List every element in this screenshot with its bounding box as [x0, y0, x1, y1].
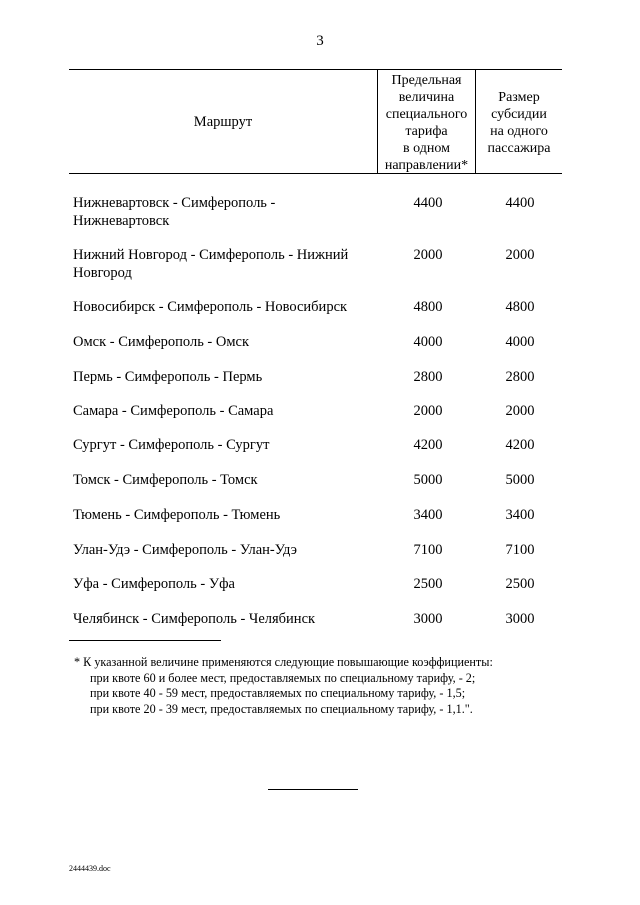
tariff-cell: 5000	[413, 472, 443, 488]
tariff-cell: 3400	[413, 507, 443, 523]
route-cell: Тюмень - Симферополь - Тюмень	[73, 507, 281, 523]
page-number: 3	[316, 33, 324, 49]
subsidy-cell: 3000	[505, 611, 535, 627]
route-cell: Новосибирск - Симферополь - Новосибирск	[73, 299, 348, 315]
header-subsidy-line: Размер	[498, 90, 540, 105]
route-line: Новгород	[73, 265, 132, 281]
footnote-line: при квоте 60 и более мест, предоставляемых по специальному тарифу, - 2;	[90, 670, 476, 685]
header-subsidy	[476, 89, 562, 157]
subsidy-cell: 3400	[505, 507, 535, 523]
tariff-cell: 4000	[413, 334, 443, 350]
header-tariff-line: величина	[398, 90, 455, 105]
subsidy-cell: 2500	[505, 576, 535, 592]
route-cell: Уфа - Симферополь - Уфа	[73, 576, 235, 592]
subsidy-cell: 2000	[505, 247, 535, 263]
route-cell: Томск - Симферополь - Томск	[73, 472, 258, 488]
footnote	[74, 655, 554, 717]
footnote-separator	[69, 640, 221, 641]
header-tariff-line: специального	[385, 107, 468, 122]
table-top-rule	[69, 69, 562, 70]
route-cell: Самара - Симферополь - Самара	[73, 403, 274, 419]
document-id: 2444439.doc	[69, 864, 111, 873]
footnote-line: при квоте 40 - 59 мест, предоставляемых по специальному тарифу, - 1,5;	[90, 686, 466, 700]
route-cell: Челябинск - Симферополь - Челябинск	[73, 611, 316, 627]
header-subsidy-line: пассажира	[487, 141, 551, 156]
subsidy-cell: 4200	[505, 437, 535, 453]
footnote-line: * К указанной величине применяются следующие повышающие коэффициенты:	[74, 655, 493, 669]
subsidy-cell: 7100	[505, 542, 535, 558]
header-route-label: Маршрут	[193, 114, 253, 130]
tariff-cell: 2500	[413, 576, 443, 592]
header-tariff-line: в одном	[403, 141, 450, 156]
subsidy-cell: 5000	[505, 472, 535, 488]
header-subsidy-line: субсидии	[491, 107, 547, 122]
footnote-line: при квоте 20 - 39 мест, предоставляемых по специальному тарифу, - 1,1.".	[90, 701, 473, 716]
end-of-document-rule	[268, 789, 358, 790]
tariff-cell: 2000	[413, 247, 443, 263]
route-line: Нижневартовск - Симферополь -	[73, 195, 276, 211]
header-subsidy-line: на одного	[490, 124, 548, 139]
tariff-cell: 4800	[413, 299, 443, 315]
tariff-cell: 4400	[413, 195, 443, 211]
header-tariff-line: Предельная	[391, 73, 462, 88]
route-cell: Пермь - Симферополь - Пермь	[73, 369, 263, 385]
route-line: Нижний Новгород - Симферополь - Нижний	[73, 247, 349, 263]
table-header-rule	[69, 173, 562, 174]
route-cell: Улан-Удэ - Симферополь - Улан-Удэ	[73, 542, 297, 558]
route-cell: Омск - Симферополь - Омск	[73, 334, 250, 350]
subsidy-cell: 4400	[505, 195, 535, 211]
subsidy-cell: 4000	[505, 334, 535, 350]
route-cell	[73, 246, 373, 282]
tariff-cell: 2800	[413, 369, 443, 385]
tariff-cell: 7100	[413, 542, 443, 558]
header-tariff-line: тарифа	[405, 124, 448, 139]
route-cell: Сургут - Симферополь - Сургут	[73, 437, 270, 453]
header-tariff	[378, 72, 475, 174]
tariff-cell: 2000	[413, 403, 443, 419]
subsidy-cell: 2000	[505, 403, 535, 419]
header-route	[69, 114, 377, 131]
tariff-cell: 4200	[413, 437, 443, 453]
subsidy-cell: 2800	[505, 369, 535, 385]
header-tariff-line: направлении*	[384, 158, 469, 173]
subsidy-cell: 4800	[505, 299, 535, 315]
route-line: Нижневартовск	[73, 213, 170, 229]
tariff-cell: 3000	[413, 611, 443, 627]
route-cell	[73, 194, 373, 230]
